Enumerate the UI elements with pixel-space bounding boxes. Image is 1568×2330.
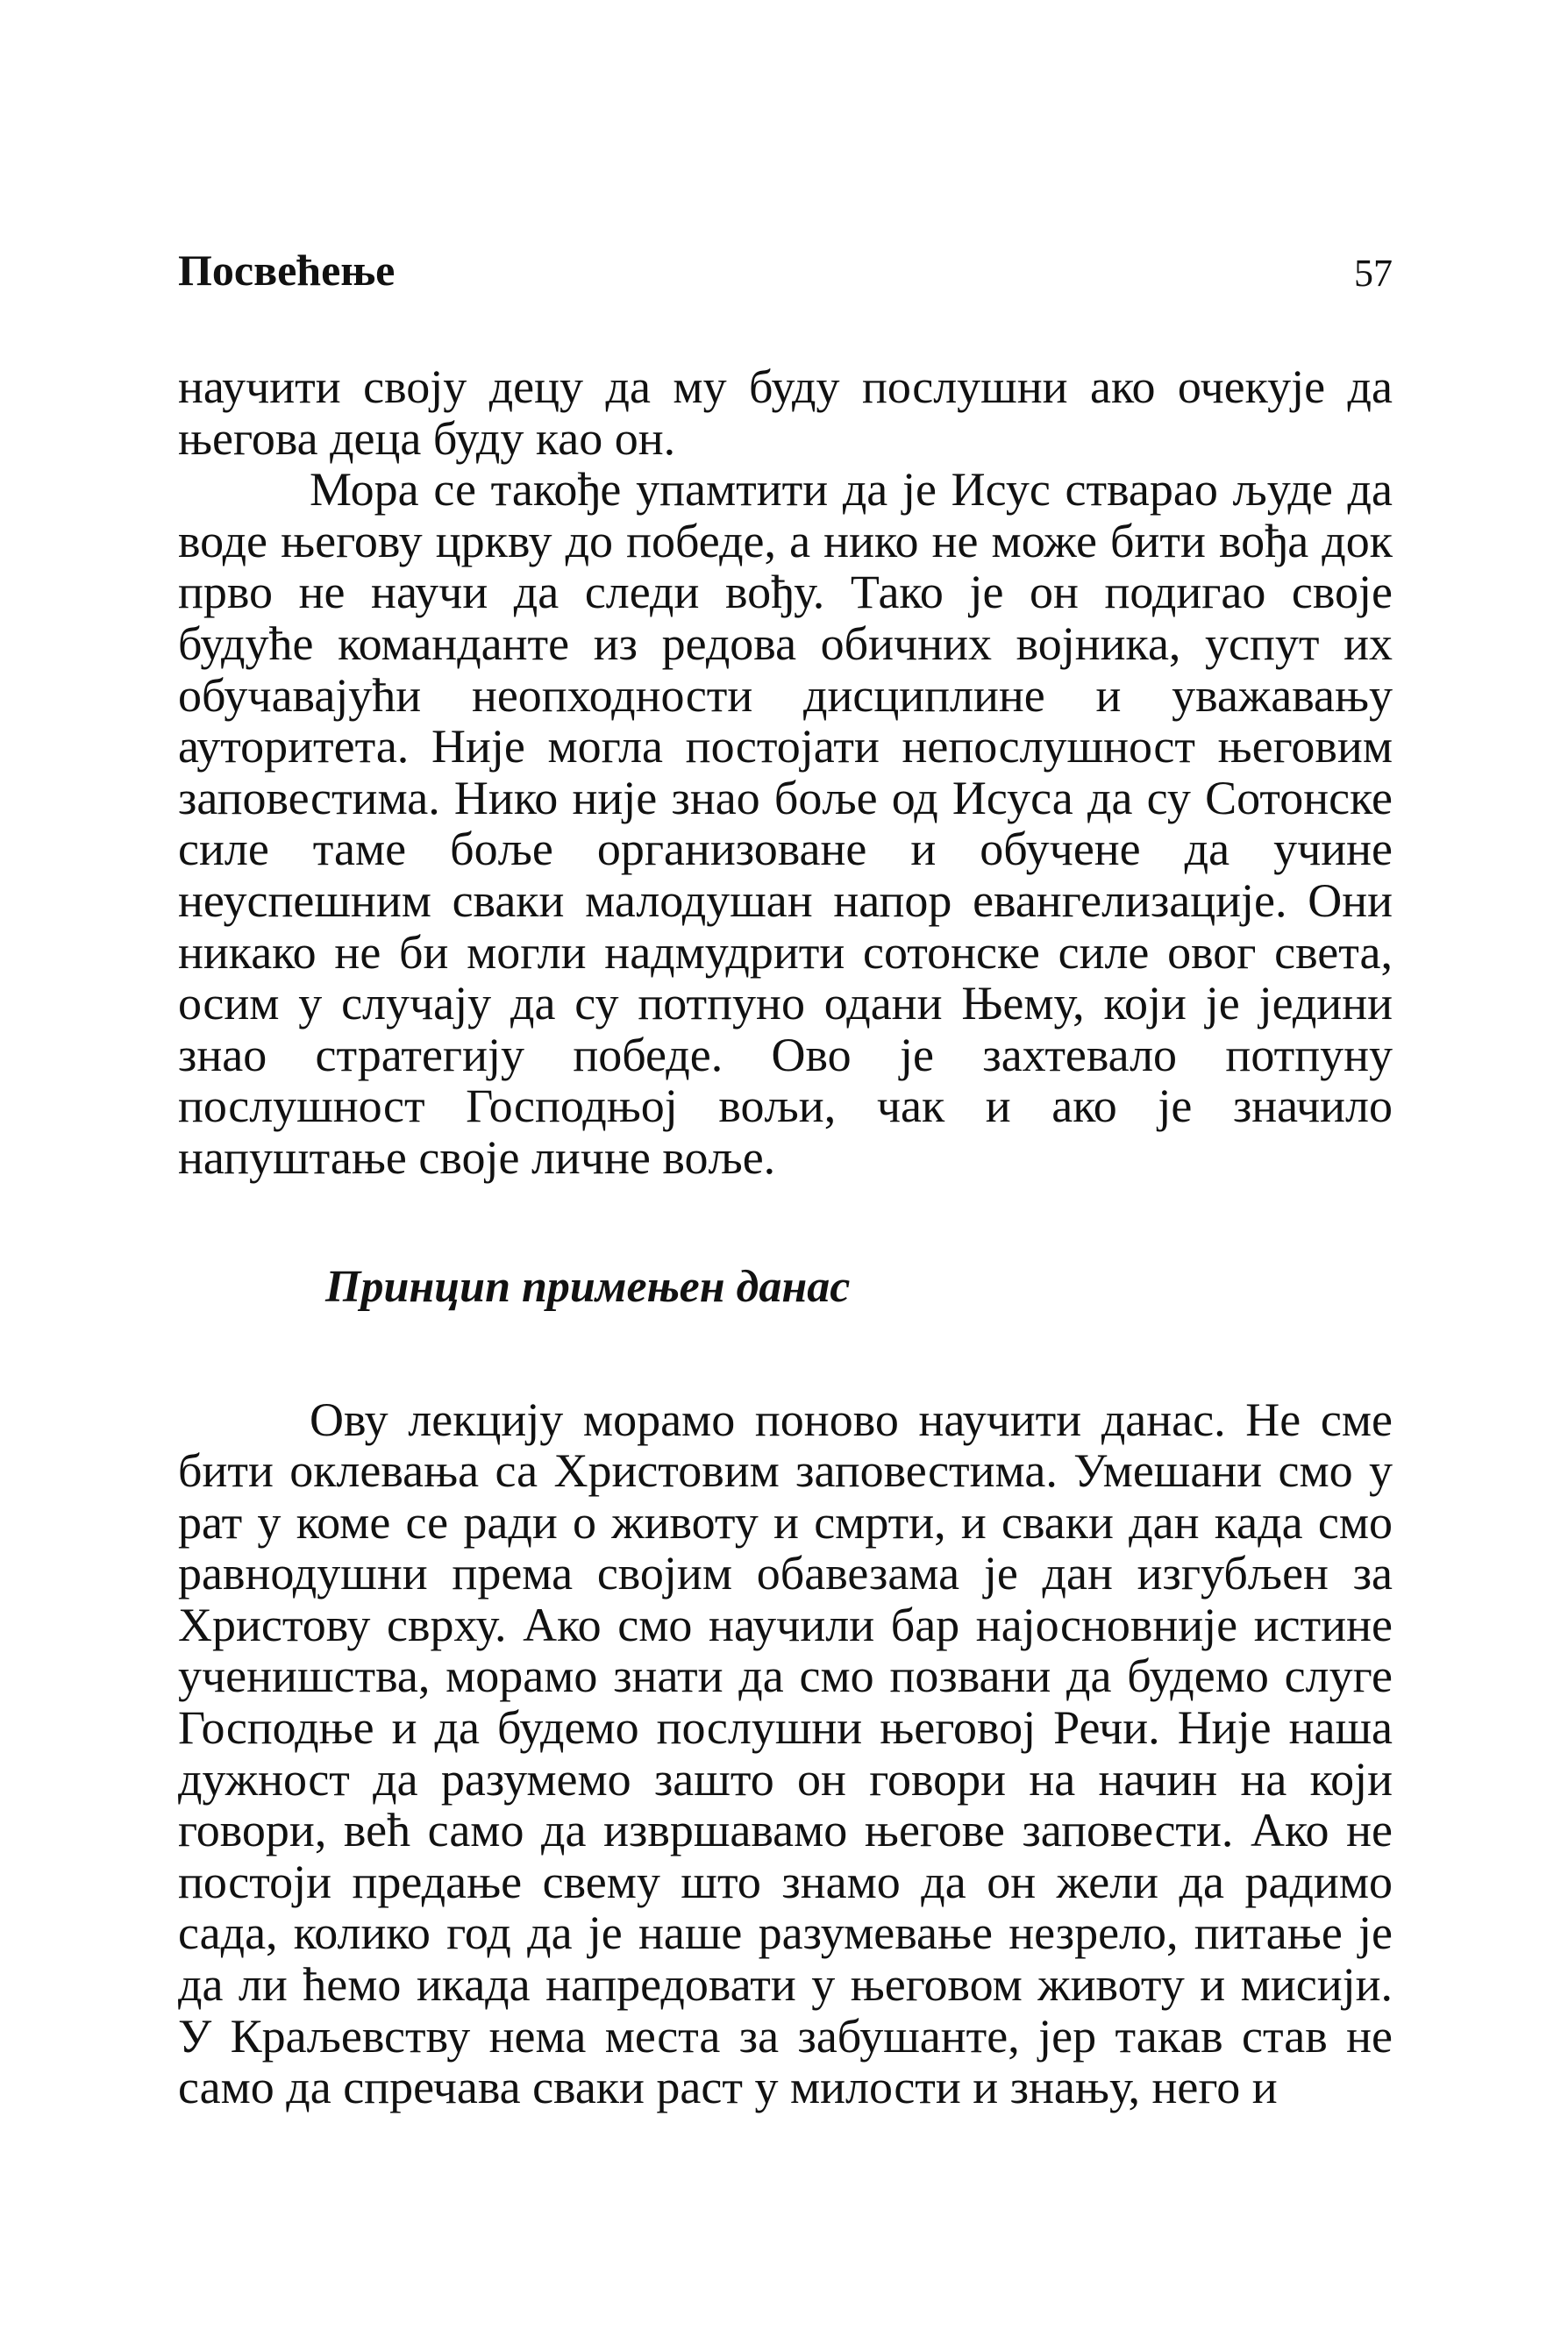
body-text xyxy=(178,361,1393,2113)
page-number: 57 xyxy=(1354,252,1393,295)
page-header xyxy=(178,237,1393,307)
paragraph-leaders: Мора се такође упамтити да је Исус стварао људе да воде његову цркву до победе, а нико не може бити вођа док прво не научи да следи вођу. Тако је он подигао своје будуће команданте из редова обичних војника, успут их обучавајући неопходности дисциплине и уважавању ауторитета. Није могла постојати непослушност његовим заповестима. Нико није знао боље од Исуса да су Сотонске силе таме боље организоване и обучене да учине неуспешним сваки малодушан напор евангелизације. Они никако не би могли надмудрити сотонске силе овог света, осим у случају да су потпуно одани Њему, који је једини знао стратегију победе. Ово је захтевало потпуну послушност Господњој вољи, чак и ако је значило напуштање своје личне воље. xyxy=(178,463,1393,1184)
running-title: Посвећење xyxy=(178,246,396,295)
paragraph-principle-today: Ову лекцију морамо поново научити данас. Не сме бити оклевања са Христовим заповестима. Умешани смо у рат у коме се ради о животу и смрти, и сваки дан када смо равнодушни према својим обавезама је дан изгубљен за Христову сврху. Ако смо научили бар најосновније истине ученишства, морамо знати да смо позвани да будемо слуге Господње и да будемо послушни његовој Речи. Није наша дужност да разумемо зашто он говори на начин на који говори, већ само да извршавамо његове заповести. Ако не постоји предање свему што знамо да он жели да радимо сада, колико год да је наше разумевање незрело, питање је да ли ћемо икада напредовати у његовом животу и мисији. У Краљевству нема места за забушанте, јер такав став не само да спречава сваки раст у милости и знању, него и xyxy=(178,1393,1393,2114)
paragraph-continued: научити своју децу да му буду послушни ако очекује да његова деца буду као он. xyxy=(178,360,1393,465)
section-heading: Принцип примењен данас xyxy=(325,1261,851,1312)
